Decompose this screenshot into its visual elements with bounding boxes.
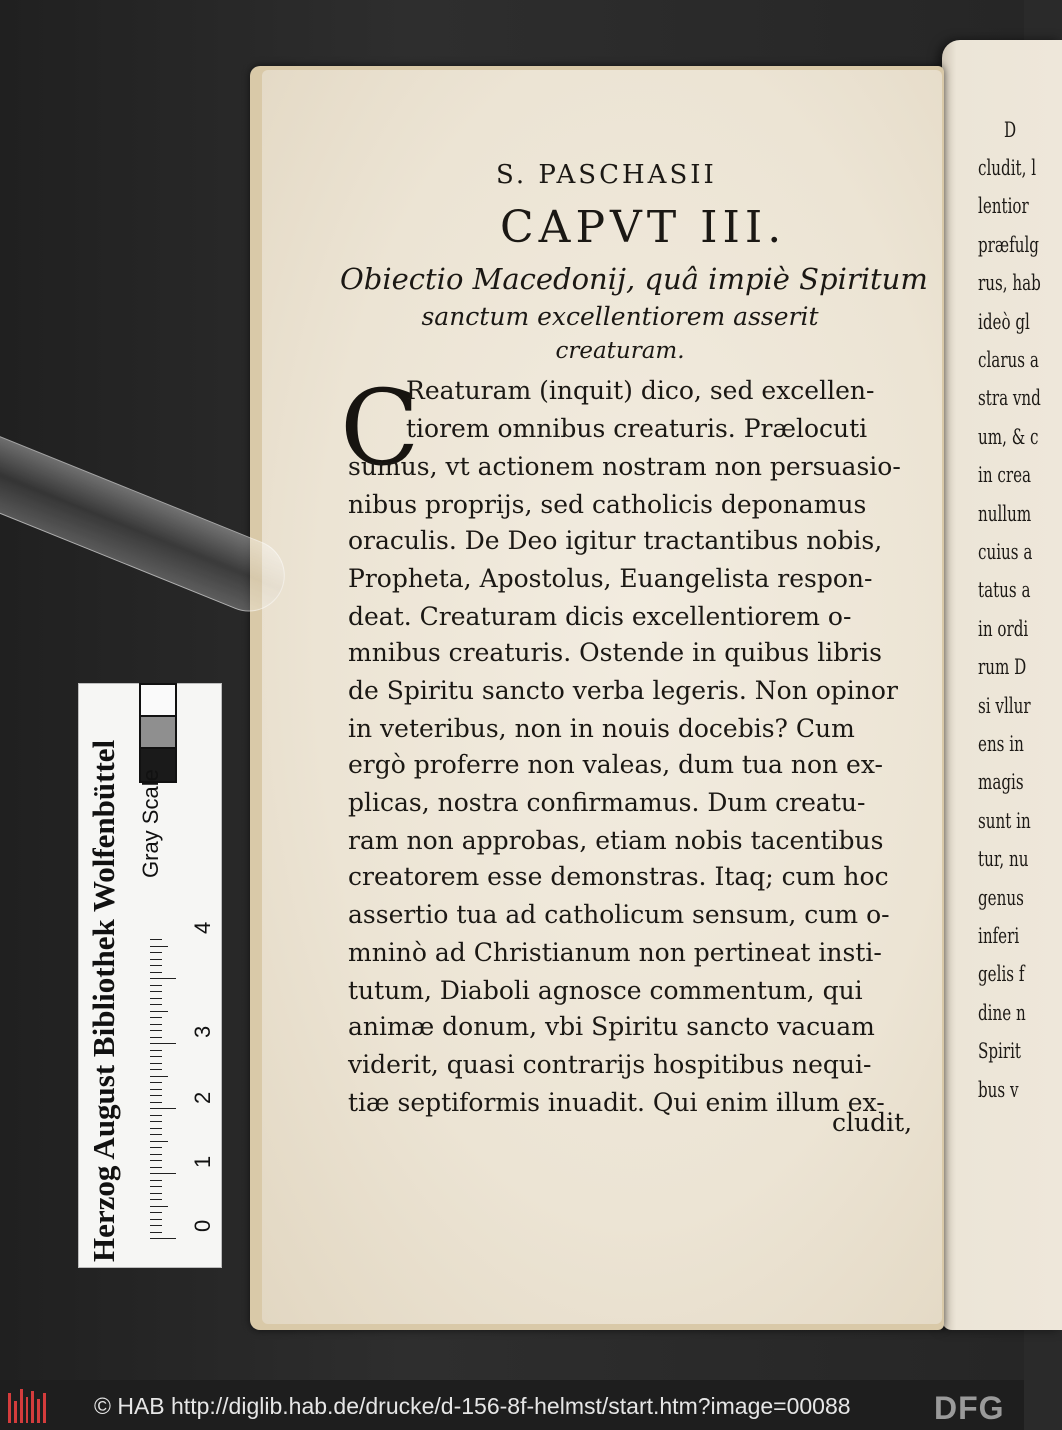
ruler-tick xyxy=(150,1154,162,1155)
ruler-tick xyxy=(150,978,176,979)
body-text-line: tiæ septiformis inuadit. Qui enim illum ex- xyxy=(348,1088,885,1117)
facing-page-fragment: D xyxy=(1004,118,1017,142)
body-text-line: sumus, vt actionem nostram non persuasio- xyxy=(348,452,901,481)
body-text-line: oraculis. De Deo igitur tractantibus nobis, xyxy=(348,526,883,555)
body-text-line: tutum, Diaboli agnosce commentum, qui xyxy=(348,976,863,1005)
institution-label: Herzog August Bibliothek Wolfenbüttel xyxy=(86,739,121,1262)
ruler-tick xyxy=(150,972,162,973)
ruler-tick xyxy=(150,1232,162,1233)
facing-page-fragment: sunt in xyxy=(978,808,1031,833)
ruler-tick xyxy=(150,1225,162,1226)
ruler-tick xyxy=(150,939,162,940)
facing-page-fragment: cludit, l xyxy=(978,156,1037,180)
chapter-heading: CAPVT III. xyxy=(500,202,787,253)
ruler-tick xyxy=(150,952,162,953)
body-text-line: deat. Creaturam dicis excellentiorem o- xyxy=(348,602,852,631)
gray-swatch xyxy=(139,715,177,749)
ruler-tick xyxy=(150,1050,162,1051)
facing-page-fragment: gelis f xyxy=(978,962,1025,987)
white-swatch xyxy=(139,683,177,717)
ruler-tick xyxy=(150,965,162,966)
ruler-tick xyxy=(150,1134,162,1135)
ruler-tick-number: 3 xyxy=(190,1025,215,1038)
ruler-tick xyxy=(150,1173,176,1174)
body-text-line: animæ donum, vbi Spiritu sancto vacuam xyxy=(348,1012,875,1041)
ruler-tick xyxy=(150,1043,176,1044)
ruler-tick xyxy=(150,1128,162,1129)
ruler-tick xyxy=(150,1121,162,1122)
ruler-tick xyxy=(150,1193,162,1194)
ruler-tick xyxy=(150,1095,162,1096)
facing-page-fragment: stra vnd xyxy=(978,386,1041,411)
body-text-line: ram non approbas, etiam nobis tacentibus xyxy=(348,826,884,855)
body-text-line: mninò ad Christianum non pertineat insti- xyxy=(348,938,882,967)
body-text-line: Propheta, Apostolus, Euangelista respon- xyxy=(348,564,873,593)
facing-page-fragment: magis xyxy=(978,770,1024,795)
ruler-tick xyxy=(150,1076,168,1077)
body-text-line: de Spiritu sancto verba legeris. Non opinor xyxy=(348,676,898,705)
ruler-tick xyxy=(150,1160,162,1161)
ruler-tick-number: 0 xyxy=(190,1219,215,1232)
ruler-tick xyxy=(150,1115,162,1116)
facing-page-fragment: tur, nu xyxy=(978,847,1029,872)
facing-page-fragment: si vllur xyxy=(978,693,1031,718)
facing-page-fragment: inferi xyxy=(978,924,1020,948)
catchword: cludit, xyxy=(832,1108,913,1137)
ruler-tick xyxy=(150,985,162,986)
ruler-tick-number: 4 xyxy=(190,921,215,934)
ruler-tick xyxy=(150,1206,168,1207)
facing-page-fragment: nullum xyxy=(978,501,1032,526)
chapter-subtitle-line: creaturam. xyxy=(555,338,685,364)
facing-page-fragment: in ordi xyxy=(978,616,1029,641)
ruler-tick xyxy=(150,991,162,992)
ruler-tick xyxy=(150,1238,176,1239)
ruler-tick xyxy=(150,1004,162,1005)
ruler-tick xyxy=(150,959,162,960)
ruler-tick xyxy=(150,1030,162,1031)
facing-page-fragment: rum D xyxy=(978,655,1027,680)
facing-page-fragment: bus v xyxy=(978,1077,1019,1102)
ruler-tick xyxy=(150,1167,162,1168)
ruler-tick xyxy=(150,1069,162,1070)
ruler-tick xyxy=(150,1017,162,1018)
hab-logo-icon xyxy=(8,1389,46,1423)
body-text-line: assertio tua ad catholicum sensum, cum o- xyxy=(348,900,890,929)
chapter-subtitle-line: Obiectio Macedonij, quâ impiè Spiritum xyxy=(340,262,928,296)
body-text-line: ergò proferre non valeas, dum tua non ex- xyxy=(348,750,883,779)
facing-page-fragment: dine n xyxy=(978,1000,1026,1025)
body-text-line: mnibus creaturis. Ostende in quibus libris xyxy=(348,638,882,667)
body-text-line: Reaturam (inquit) dico, sed excellen- xyxy=(406,376,875,405)
ruler-tick xyxy=(150,1011,168,1012)
ruler-tick xyxy=(150,1147,162,1148)
ruler-tick xyxy=(150,1108,176,1109)
ruler-tick xyxy=(150,1082,162,1083)
facing-page-fragment: in crea xyxy=(978,463,1032,488)
facing-page-fragment: ens in xyxy=(978,732,1024,756)
gray-scale-label: Gray Scale xyxy=(138,769,163,878)
body-text-line: nibus proprijs, sed catholicis deponamus xyxy=(348,490,867,519)
ruler-tick xyxy=(150,998,162,999)
ruler-tick-number: 2 xyxy=(190,1091,215,1104)
facing-page-fragment: um, & c xyxy=(978,424,1039,449)
facing-page-fragment: tatus a xyxy=(978,578,1031,603)
body-text-line: viderit, quasi contrarijs hospitibus nequi- xyxy=(348,1050,872,1079)
body-text-line: in veteribus, non in nouis docebis? Cum xyxy=(348,714,855,743)
facing-page-fragment: præfulg xyxy=(978,232,1039,257)
ruler-tick xyxy=(150,1186,162,1187)
footer-url-link[interactable]: © HAB http://diglib.hab.de/drucke/d-156-8f-helmst/start.htm?image=00088 xyxy=(94,1393,851,1419)
body-text-line: creatorem esse demonstras. Itaq; cum hoc xyxy=(348,862,889,891)
ruler-tick xyxy=(150,1024,162,1025)
ruler-tick xyxy=(150,946,168,947)
ruler-tick xyxy=(150,1089,162,1090)
ruler-tick xyxy=(150,1212,162,1213)
facing-page-fragment: clarus a xyxy=(978,348,1039,372)
ruler-tick xyxy=(150,1063,162,1064)
ruler-tick xyxy=(150,1180,162,1181)
running-head: S. PASCHASII xyxy=(496,160,717,190)
dfg-logo: DFG xyxy=(934,1390,1005,1426)
ruler-tick xyxy=(150,1141,168,1142)
ruler-tick xyxy=(150,1102,162,1103)
facing-page-fragment: genus xyxy=(978,885,1024,910)
facing-page-fragment: lentior xyxy=(978,194,1029,219)
ruler-tick-number: 1 xyxy=(190,1155,215,1168)
chapter-subtitle-line: sanctum excellentiorem asserit xyxy=(421,302,819,331)
ruler-tick xyxy=(150,1219,162,1220)
ruler-tick xyxy=(150,1199,162,1200)
body-text-line: tiorem omnibus creaturis. Prælocuti xyxy=(406,414,868,443)
body-text-line: plicas, nostra confirmamus. Dum creatu- xyxy=(348,788,866,817)
facing-page-fragment: Spirit xyxy=(978,1039,1022,1064)
facing-page-fragment: rus, hab xyxy=(978,271,1041,296)
facing-page-fragment: ideò gl xyxy=(978,309,1030,334)
ruler-tick xyxy=(150,1056,162,1057)
ruler-tick xyxy=(150,1037,162,1038)
facing-page-fragment: cuius a xyxy=(978,540,1033,564)
drop-cap-initial: C xyxy=(340,367,420,489)
